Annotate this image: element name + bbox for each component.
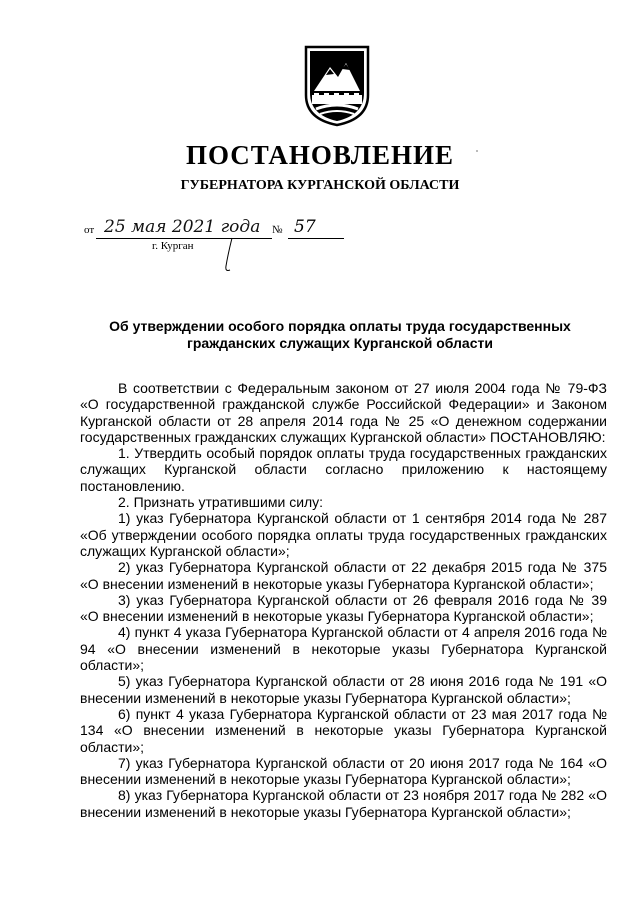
repealed-item: 5) указ Губернатора Курганской области от 28 июня 2016 года № 191 «О внесении изменений в некоторые указы Губернатора Курганской области»; [80, 673, 607, 706]
repealed-item: 6) пункт 4 указа Губернатора Курганской области от 23 мая 2017 года № 134 «О внесении изменений в некоторые указы Губернатора Курганской области»; [80, 705, 607, 755]
paragraph-preamble: В соответствии с Федеральным законом от 27 июля 2004 года № 79-ФЗ «О государственной гражданской службе Российской Федерации» и Законом Курганской области от 28 апреля 2014 года № 25 «О денежном содержании государственных гражданских служащих Курганской области» ПОСТАНОВЛЯЮ: [80, 380, 607, 445]
heading-line-1: Об утверждении особого порядка оплаты труда государственных [109, 318, 571, 334]
repealed-item: 4) пункт 4 указа Губернатора Курганской области от 4 апреля 2016 года № 94 «О внесении изменений в некоторые указы Губернатора Курганской области»; [80, 624, 607, 674]
date-prefix: от [84, 224, 95, 236]
repealed-item: 1) указ Губернатора Курганской области от 1 сентября 2014 года № 287 «Об утверждении особого порядка оплаты труда государственных гражданских служащих Курганской области»; [80, 510, 607, 559]
repealed-item: 3) указ Губернатора Курганской области от 26 февраля 2016 года № 39 «О внесении изменений в некоторые указы Губернатора Курганской области»; [80, 591, 607, 625]
handwritten-number: 57 [288, 216, 344, 239]
repealed-item: 8) указ Губернатора Курганской области от 23 ноября 2017 года № 282 «О внесении изменений в некоторые указы Губернатора Курганской области»; [80, 787, 607, 820]
number-prefix: № [272, 224, 283, 236]
kurgan-oblast-coat-of-arms-icon [302, 45, 372, 127]
repealed-item: 2) указ Губернатора Курганской области от 22 декабря 2015 года № 375 «О внесении изменений в некоторые указы Губернатора Курганской области»; [80, 559, 607, 592]
document-body [80, 380, 607, 820]
paragraph-item-1: 1. Утвердить особый порядок оплаты труда государственных гражданских служащих Курганской области согласно приложению к настоящему постановлению. [80, 445, 607, 494]
heading-line-2: гражданских служащих Курганской области [187, 335, 493, 351]
document-title: ПОСТАНОВЛЕНИЕ [185, 140, 455, 170]
handwritten-stroke-mark [222, 236, 242, 276]
handwritten-date: 25 мая 2021 года [96, 216, 272, 239]
place-of-issue: г. Курган [152, 240, 194, 252]
document-subtitle: ГУБЕРНАТОРА КУРГАНСКОЙ ОБЛАСТИ [180, 178, 460, 193]
date-number-line [84, 218, 384, 258]
paragraph-item-2: 2. Признать утратившими силу: [118, 494, 324, 511]
repealed-item: 7) указ Губернатора Курганской области от 20 июня 2017 года № 164 «О внесении изменений в некоторые указы Губернатора Курганской области»; [80, 754, 607, 788]
document-heading [100, 318, 580, 352]
